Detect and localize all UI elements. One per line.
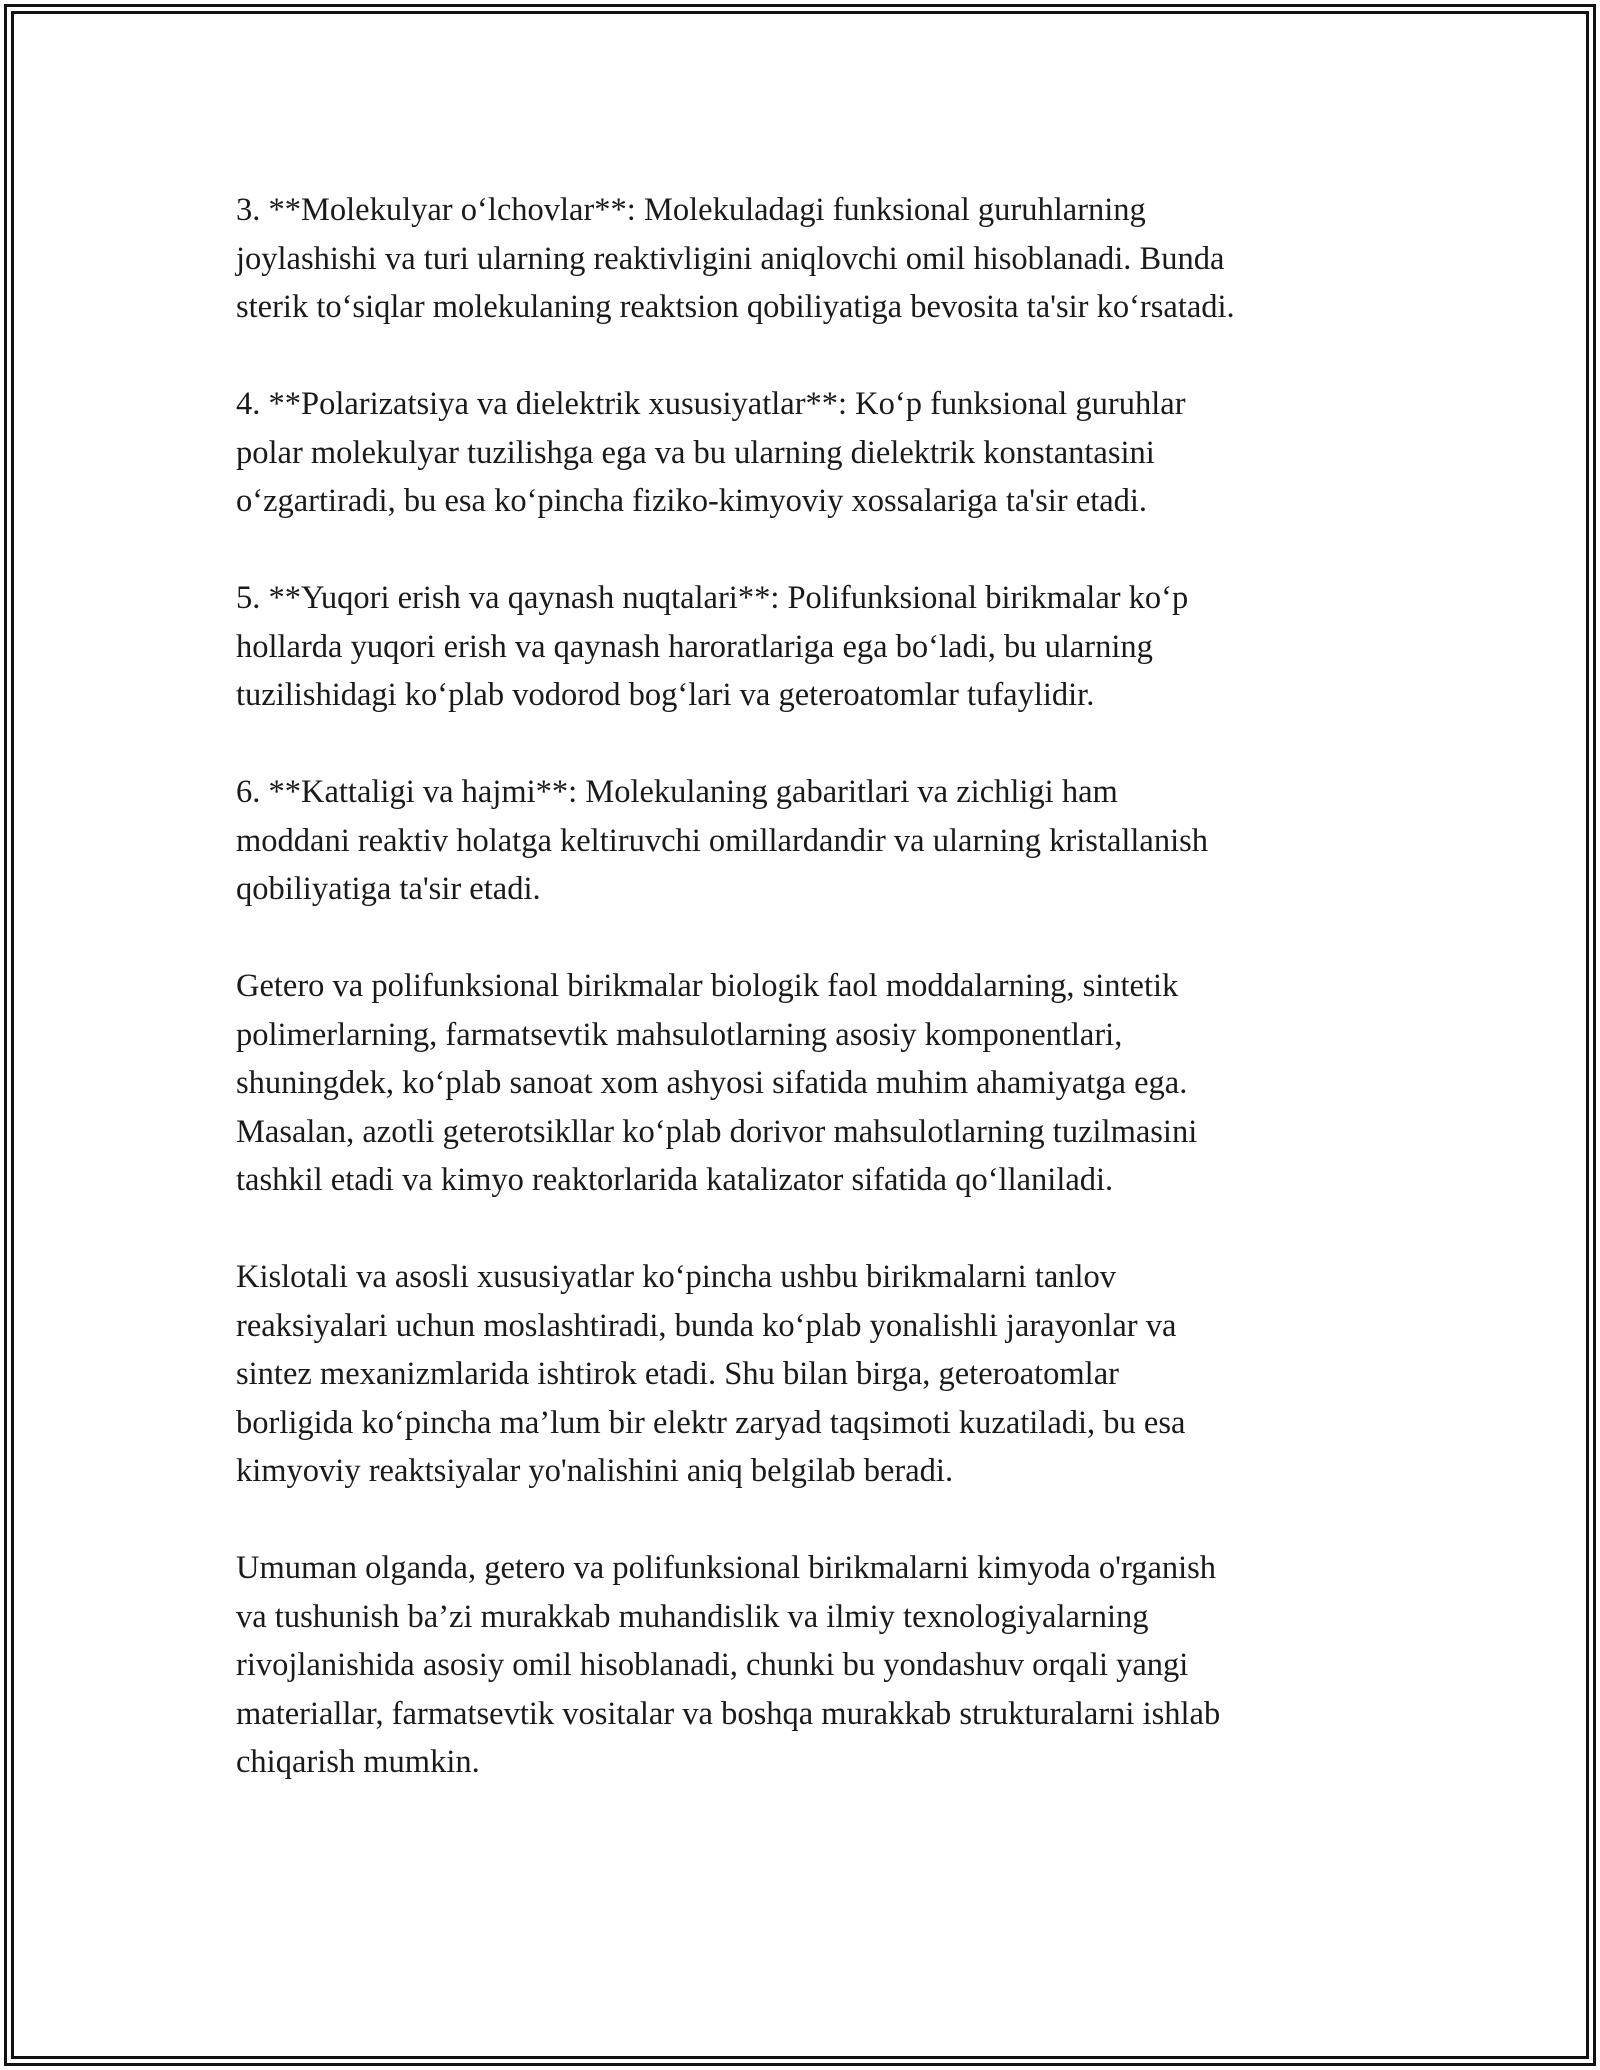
text-line: borligida ko‘pincha ma’lum bir elektr zaryad taqsimoti kuzatiladi, bu esa [236,1404,1186,1441]
text-line: kimyoviy reaktsiyalar yo'nalishini aniq belgilab beradi. [236,1453,954,1489]
paragraph-polarizatsiya [236,380,1376,526]
paragraph-molekulyar-olchovlar [236,186,1376,332]
text-line: polar molekulyar tuzilishga ega va bu ularning dielektrik konstantasini [236,434,1155,471]
text-line: polimerlarning, farmatsevtik mahsulotlarning asosiy komponentlari, [236,1016,1123,1053]
text-line: 4. **Polarizatsiya va dielektrik xususiyatlar**: Ko‘p funksional guruhlar [236,386,1186,422]
text-line: shuningdek, ko‘plab sanoat xom ashyosi sifatida muhim ahamiyatga ega. [236,1065,1188,1101]
document-body [236,186,1376,1835]
paragraph-kislotali-asosli [236,1253,1376,1496]
text-line: tashkil etadi va kimyo reaktorlarida katalizator sifatida qo‘llaniladi. [236,1162,1114,1198]
text-line: materiallar, farmatsevtik vositalar va boshqa murakkab strukturalarni ishlab [236,1695,1221,1732]
text-line: qobiliyatiga ta'sir etadi. [236,871,541,907]
text-line: chiqarish mumkin. [236,1744,480,1780]
paragraph-biologik-faol [236,962,1376,1205]
text-line: Kislotali va asosli xususiyatlar ko‘pincha ushbu birikmalarni tanlov [236,1259,1117,1295]
paragraph-umuman-olganda [236,1544,1376,1787]
text-line: 5. **Yuqori erish va qaynash nuqtalari**: Polifunksional birikmalar ko‘p [236,580,1189,616]
text-line: hollarda yuqori erish va qaynash haroratlariga ega bo‘ladi, bu ularning [236,628,1153,665]
paragraph-erish-qaynash [236,574,1376,720]
text-line: Masalan, azotli geterotsikllar ko‘plab dorivor mahsulotlarning tuzilmasini [236,1113,1198,1150]
text-line: Getero va polifunksional birikmalar biologik faol moddalarning, sintetik [236,968,1179,1004]
text-line: joylashishi va turi ularning reaktivligini aniqlovchi omil hisoblanadi. Bunda [236,240,1225,277]
text-line: rivojlanishida asosiy omil hisoblanadi, chunki bu yondashuv orqali yangi [236,1647,1189,1683]
text-line: sintez mexanizmlarida ishtirok etadi. Shu bilan birga, geteroatomlar [236,1356,1119,1392]
text-line: 3. **Molekulyar o‘lchovlar**: Molekuladagi funksional guruhlarning [236,192,1146,228]
text-line: 6. **Kattaligi va hajmi**: Molekulaning gabaritlari va zichligi ham [236,774,1118,810]
text-line: o‘zgartiradi, bu esa ko‘pincha fiziko-kimyoviy xossalariga ta'sir etadi. [236,483,1148,519]
text-line: Umuman olganda, getero va polifunksional birikmalarni kimyoda o'rganish [236,1550,1217,1586]
text-line: reaksiyalari uchun moslashtiradi, bunda ko‘plab yonalishli jarayonlar va [236,1307,1177,1344]
text-line: moddani reaktiv holatga keltiruvchi omillardandir va ularning kristallanish [236,822,1209,859]
text-line: tuzilishidagi ko‘plab vodorod bog‘lari va geteroatomlar tufaylidir. [236,677,1095,713]
text-line: va tushunish ba’zi murakkab muhandislik va ilmiy texnologiyalarning [236,1598,1149,1635]
paragraph-kattaligi-hajmi [236,768,1376,914]
text-line: sterik to‘siqlar molekulaning reaktsion qobiliyatiga bevosita ta'sir ko‘rsatadi. [236,289,1235,325]
